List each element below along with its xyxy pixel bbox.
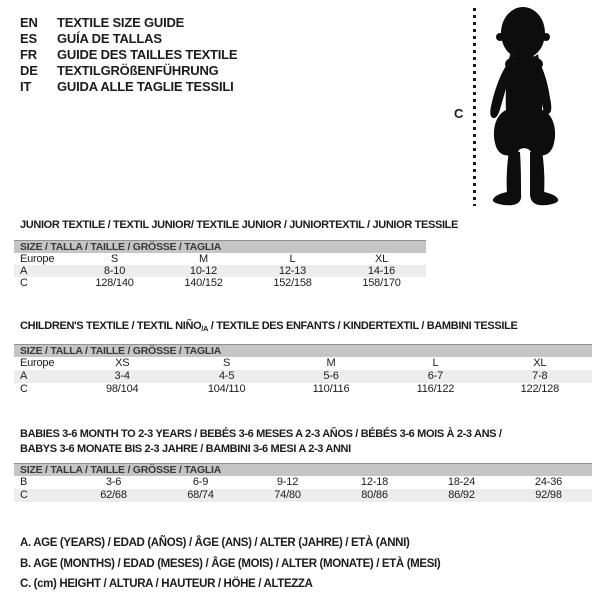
row-label: Europe (20, 357, 55, 369)
legend-line-c: C. (cm) HEIGHT / ALTURA / HAUTEUR / HÖHE / ALTEZZA (20, 578, 313, 590)
table-cell: 152/158 (273, 277, 312, 289)
table-cell: 62/68 (100, 489, 127, 501)
row-label: A (20, 370, 28, 382)
table-cell: S (110, 253, 119, 265)
table-cell: 4-5 (218, 370, 235, 382)
table-cell: 18-24 (447, 476, 476, 488)
table-cell: 14-16 (367, 265, 396, 277)
size-header-bar: SIZE / TALLA / TAILLE / GRÖSSE / TAGLIA (14, 240, 426, 253)
language-code: DE (20, 63, 38, 78)
language-code: ES (20, 31, 37, 46)
language-title: GUÍA DE TALLAS (57, 31, 162, 46)
table-cell: 5-6 (323, 370, 339, 382)
table-cell: 3-4 (114, 370, 130, 382)
row-label: C (20, 383, 28, 395)
children-table (14, 344, 592, 396)
table-row (14, 357, 592, 370)
table-cell: XS (115, 357, 130, 369)
table-cell: 128/140 (95, 277, 134, 289)
row-label: Europe (20, 253, 55, 265)
language-title: TEXTILGRÖßENFÜHRUNG (57, 63, 219, 78)
table-row (14, 370, 592, 383)
table-cell: 98/104 (105, 383, 139, 395)
junior-table (14, 240, 426, 289)
row-label: C (20, 277, 28, 289)
table-cell: 3-6 (105, 476, 122, 488)
language-title: GUIDE DES TAILLES TEXTILE (57, 47, 238, 62)
table-cell: 104/110 (207, 383, 246, 395)
table-row (14, 253, 426, 265)
row-label: B (20, 476, 28, 488)
table-row (14, 383, 592, 396)
row-label: A (20, 265, 28, 277)
language-title-list (20, 15, 237, 95)
table-cell: 68/74 (187, 489, 214, 501)
table-row (14, 265, 426, 277)
children-title-subscript: /A (201, 324, 209, 333)
table-cell: L (289, 253, 296, 265)
table-row (14, 489, 592, 502)
children-table-title (20, 320, 517, 335)
legend-line-a: A. AGE (YEARS) / EDAD (AÑOS) / ÂGE (ANS) / ALTER (JAHRE) / ETÀ (ANNI) (20, 537, 410, 549)
table-cell: L (432, 357, 439, 369)
language-code: FR (20, 47, 37, 62)
table-cell: 122/128 (520, 383, 560, 395)
language-row-de (20, 63, 237, 79)
junior-table-title: JUNIOR TEXTILE / TEXTIL JUNIOR/ TEXTILE JUNIOR / JUNIORTEXTIL / JUNIOR TESSILE (20, 219, 459, 231)
table-cell: 6-7 (427, 370, 444, 382)
legend-line-b: B. AGE (MONTHS) / EDAD (MESES) / ÂGE (MOIS) / ALTER (MONATE) / ETÀ (MESI) (20, 557, 441, 570)
table-cell: S (223, 357, 231, 369)
table-cell: 7-8 (532, 370, 548, 382)
language-row-es (20, 31, 237, 47)
language-title: GUIDA ALLE TAGLIE TESSILI (57, 79, 234, 94)
language-row-it (20, 79, 237, 95)
table-row (14, 476, 592, 489)
table-cell: 24-36 (534, 476, 563, 488)
table-cell: 6-9 (192, 476, 209, 488)
height-measure-dotted-line (473, 8, 476, 206)
table-cell: 12-18 (360, 476, 389, 488)
table-cell: 110/116 (312, 383, 350, 395)
babies-table-title (20, 427, 502, 457)
height-measure-label: C (454, 106, 464, 121)
row-label: C (20, 489, 28, 501)
table-cell: XL (533, 357, 547, 369)
table-cell: 92/98 (535, 489, 562, 501)
table-cell: 10-12 (189, 265, 218, 277)
babies-title-line2: BABYS 3-6 MONATE BIS 2-3 JAHRE / BAMBINI 3-6 MESI A 2-3 ANNI (20, 443, 351, 455)
language-row-en (20, 15, 237, 31)
table-cell: 8-10 (103, 265, 126, 277)
table-cell: 74/80 (274, 489, 301, 501)
table-cell: M (326, 357, 336, 369)
language-row-fr (20, 47, 237, 63)
table-cell: 86/92 (448, 489, 475, 501)
measurement-legend (20, 533, 440, 595)
table-row (14, 277, 426, 289)
table-cell: M (199, 253, 208, 265)
language-code: EN (20, 15, 38, 30)
baby-silhouette (478, 4, 572, 208)
size-header-bar: SIZE / TALLA / TAILLE / GRÖSSE / TAGLIA (14, 344, 592, 357)
size-header-bar: SIZE / TALLA / TAILLE / GRÖSSE / TAGLIA (14, 463, 592, 476)
table-cell: 116/122 (416, 383, 455, 395)
table-cell: 158/170 (362, 277, 401, 289)
table-cell: 12-13 (278, 265, 307, 277)
table-cell: 80/86 (361, 489, 388, 501)
table-cell: 140/152 (184, 277, 223, 289)
language-title: TEXTILE SIZE GUIDE (57, 15, 185, 30)
babies-title-line1: BABIES 3-6 MONTH TO 2-3 YEARS / BEBÉS 3-6 MESES A 2-3 AÑOS / BÉBÉS 3-6 MOIS À 2-3 ANS / (20, 428, 502, 440)
children-title-pre: CHILDREN'S TEXTILE / TEXTIL NIÑO (20, 320, 202, 332)
table-cell: 9-12 (276, 476, 299, 488)
language-code: IT (20, 79, 32, 94)
table-cell: XL (374, 253, 389, 265)
children-title-post: / TEXTILE DES ENFANTS / KINDERTEXTIL / BAMBINI TESSILE (208, 320, 518, 332)
babies-table (14, 463, 592, 502)
